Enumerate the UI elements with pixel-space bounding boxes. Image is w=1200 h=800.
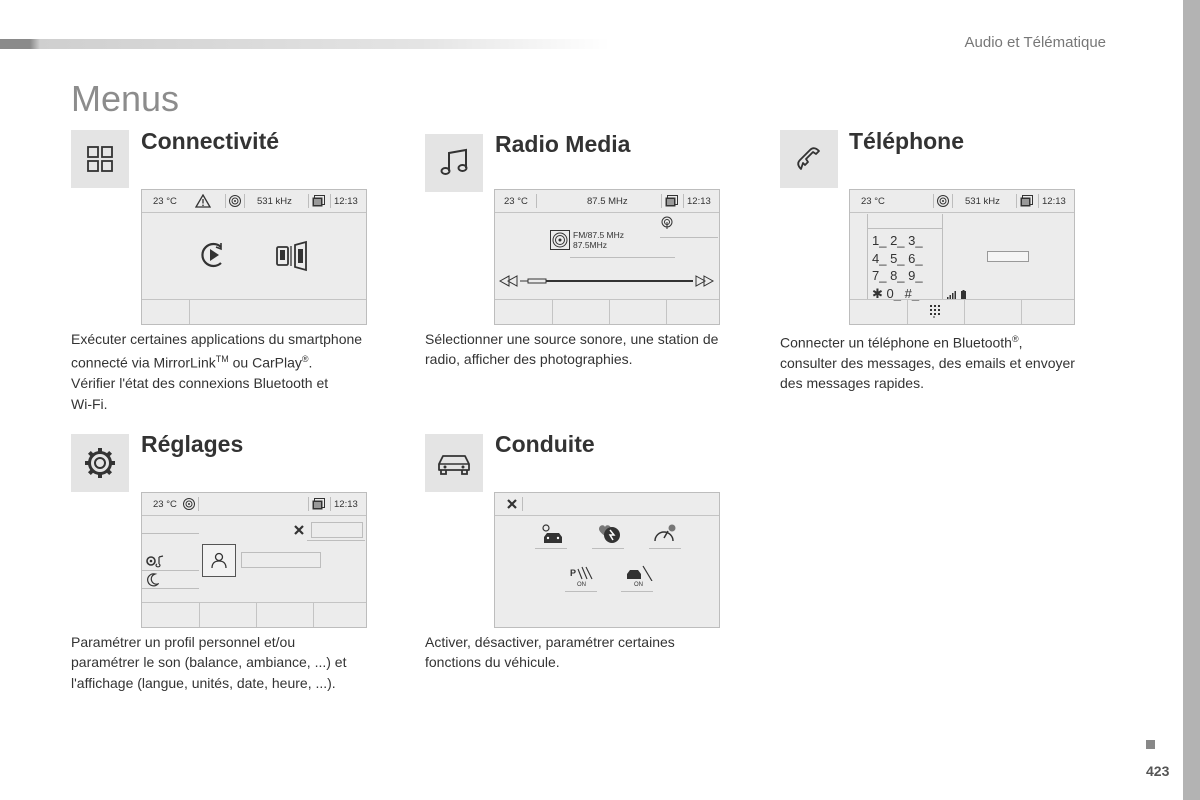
status-bar [495, 493, 719, 516]
screen-radio-media [494, 189, 720, 325]
chapter-title: Audio et Télématique [964, 34, 1106, 51]
section-title-connectivity: Connectivité [141, 128, 280, 154]
lane-assist-icon[interactable] [623, 565, 653, 581]
page-marker [1146, 740, 1155, 749]
status-bar [142, 190, 366, 213]
frequency: 87.5 MHz [587, 196, 628, 207]
phone-icon [794, 144, 824, 174]
page-edge-bar [1183, 0, 1200, 800]
user-icon [210, 551, 228, 569]
frequency: 531 kHz [965, 196, 1000, 207]
radio-signal-icon [182, 497, 196, 511]
profile-name-field[interactable] [241, 552, 321, 568]
clock: 12:13 [334, 499, 358, 510]
settings-field[interactable] [311, 522, 363, 538]
moon-icon[interactable] [147, 573, 159, 587]
messages-icon [665, 195, 678, 207]
driving-icon [425, 434, 483, 492]
messages-icon [1020, 195, 1033, 207]
clock: 12:13 [687, 196, 711, 207]
status-bar [850, 190, 1074, 213]
car-icon [435, 449, 473, 477]
radio-signal-icon [228, 194, 242, 208]
screen-bottom-bar [850, 299, 1074, 324]
lane-assist-state: ON [634, 582, 643, 588]
close-icon[interactable] [293, 524, 305, 536]
star-key: ✱ [872, 285, 883, 301]
speedometer-icon[interactable] [652, 523, 678, 545]
warning-icon [195, 194, 211, 208]
description-driving: Activer, désactiver, paramétrer certaines fonctions du véhicule. [425, 634, 675, 671]
mirrorlink-icon[interactable] [199, 240, 229, 270]
radio-media-icon [425, 134, 483, 192]
telephone-icon [780, 130, 838, 188]
connectivity-icon [71, 130, 129, 188]
temperature: 23 °C [153, 499, 177, 510]
page-title: Menus [71, 78, 180, 119]
page-number: 423 [1146, 763, 1170, 779]
temperature: 23 °C [861, 196, 885, 207]
radio-station-icon [550, 230, 570, 250]
parking-sensor-icon[interactable] [569, 565, 593, 581]
status-bar [495, 190, 719, 213]
screen-driving [494, 492, 720, 628]
description-radio-media: Sélectionner une source sonore, une station de radio, afficher des photographies. [425, 331, 719, 368]
parking-sensor-state: ON [577, 582, 586, 588]
screen-bottom-bar [142, 299, 366, 324]
temperature: 23 °C [153, 196, 177, 207]
screen-connectivity [141, 189, 367, 325]
number-field[interactable] [987, 251, 1029, 262]
clock: 12:13 [334, 196, 358, 207]
header-decor-bar [0, 39, 610, 49]
vehicle-settings-icon[interactable] [539, 523, 565, 545]
description-settings: Paramétrer un profil personnel et/ou paramétrer le son (balance, ambiance, ...) et l'affichage (langue, unités, date, heure, ...). [71, 634, 347, 691]
description-connectivity: Exécuter certaines applications du smartphone connecté via MirrorLink™ ou CarPlay®. Vérifier l'état des connexions Bluetooth et Wi-Fi. [71, 331, 363, 412]
section-title-radio-media: Radio Media [495, 131, 631, 157]
station-label: FM/87.5 MHz 87.5MHz [573, 230, 625, 250]
section-title-driving: Conduite [495, 431, 595, 457]
tuning-slider[interactable] [498, 274, 716, 288]
messages-icon [312, 195, 325, 207]
status-bar [142, 493, 366, 516]
heart-function-icon[interactable] [595, 523, 623, 545]
music-note-icon [437, 146, 471, 180]
smartphone-connection-icon[interactable] [274, 240, 312, 272]
gear-icon [83, 446, 117, 480]
temperature: 23 °C [504, 196, 528, 207]
keypad[interactable] [867, 214, 943, 300]
close-icon[interactable] [506, 498, 518, 510]
audio-settings-icon[interactable] [145, 554, 165, 568]
section-title-settings: Réglages [141, 431, 244, 457]
radio-signal-icon[interactable] [660, 216, 674, 230]
grid-icon [85, 144, 115, 174]
svg-text:P: P [570, 568, 577, 578]
screen-bottom-bar [142, 602, 366, 627]
description-telephone: Connecter un téléphone en Bluetooth®, consulter des messages, des emails et envoyer des messages rapides. [780, 334, 1075, 392]
frequency: 531 kHz [257, 196, 292, 207]
clock: 12:13 [1042, 196, 1066, 207]
screen-bottom-bar [495, 299, 719, 324]
messages-icon [312, 498, 325, 510]
keypad-keys[interactable]: 1_ 2_ 3_ 4_ 5_ 6_ 7_ 8_ 9_ ✱ 0_ #_ [872, 233, 923, 301]
screen-settings [141, 492, 367, 628]
radio-signal-icon [936, 194, 950, 208]
profile-button[interactable] [202, 544, 236, 577]
section-title-telephone: Téléphone [849, 128, 965, 154]
dialpad-icon[interactable] [929, 304, 941, 318]
settings-icon [71, 434, 129, 492]
screen-telephone [849, 189, 1075, 325]
